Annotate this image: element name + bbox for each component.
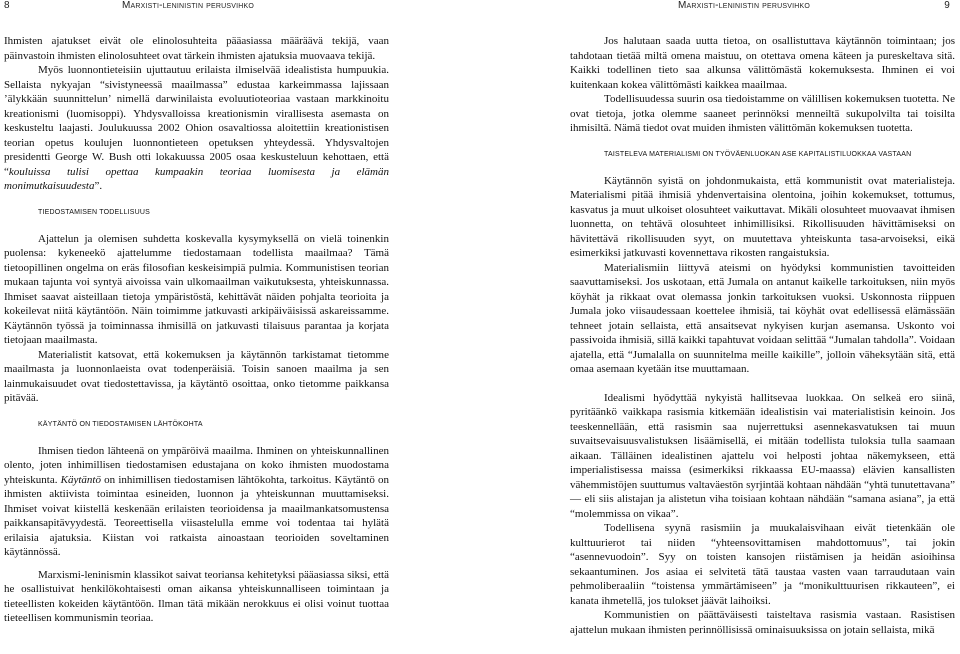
paragraph <box>4 63 389 194</box>
paragraph: Jos halutaan saada uutta tietoa, on osallistuttava käytännön toimintaan; jos tahdotaan tietää miltä omena maistuu, on otettava omena käteen ja pureskeltava sitä. Kaikki todellinen tieto saa alkunsa välittömästä kokemuksesta. Ihminen ei voi kuitenkaan kokea välittömästi kaikkea maailmaa. <box>570 35 955 91</box>
right-page-column <box>570 34 955 637</box>
paragraph-text: on inhimillisen tiedostamisen lähtökohta, tarkoitus. Käytäntö on ihmisten aktiivista toimintaa esineiden, luonnon ja yhteiskunnan muuttamiseksi. Ihmiset voivat kiistellä keskenään erilaisten teorioidensa ja maailmankatsomustensa paikkansapitävyydestä. Teoreettisella viisastelulla emme voi todentaa tai hylätä erilaisia ajatuksia. Kiistan voi ratkaista ainoastaan teorioiden soveltaminen käytännössä. <box>4 473 389 558</box>
section-heading: TAISTELEVA MATERIALISMI ON TYÖVÄENLUOKAN ASE KAPITALISTILUOKKAA VASTAAN <box>604 150 912 158</box>
paragraph: Materialismiin liittyvä ateismi on hyödyksi kommunistien tavoitteiden saavuttamiseksi. Jos uskotaan, että Jumala on antanut kaikelle tarkoituksen, niin myös köyhät ja rikkaat ovat olemassa jonkin tarkoituksen vuoksi. Uskonnosta riippuen Jumala joko viisaudessaan koettelee ihmisiä, tai köyhät ovat edellisessä elämässään tehneet jotain sellaista, että ansaitsevat nykyisen kurjan asemansa. Uskonto voi passivoida ihmisiä, sillä kaikki tapahtuvat voidaan selittää “Jumalan tahdolla”. Voidaan ajatella, että “Jumalalla on suunnitelma meille kaikille”, jolloin väheksytään sitä, että omaa asemaan kyetään itse muuttamaan. <box>570 261 955 375</box>
paragraph-text: Ihmisen tiedon lähteenä on ympäröivä maailma. Ihminen on yhteiskunnallinen olento, joten inhimillisen tiedostamisen edustajana on koko ihmisten muodostama yhteiskunta. <box>4 444 389 486</box>
running-header-right <box>570 0 956 14</box>
left-page-column <box>4 34 389 626</box>
paragraph: Todellisena syynä rasismiin ja muukalaisvihaan eivät tietenkään ole kulttuurierot tai niiden “yhteensovittamisen mahdottomuus”, tai jokin “asennevuodoin”. Syy on toisten kansojen riistämisen ja heidän asioihinsa sekaantuminen. Jos asiaa ei selvitetä tätä taustaa vasten vaan tarraudutaan vain pehmoliberaaliin “toistensa ymmärtämiseen” ja “monikulttuurisen rikkauteen”, ei kanata ihmetellä, jos tulokset jäävät laihoiksi. <box>570 522 955 607</box>
quote-emphasis: kouluissa tulisi opettaa kumpaakin teoriaa luomisesta ja elämän monimutkaisuudesta <box>4 165 389 192</box>
section-heading: TIEDOSTAMISEN TODELLISUUS <box>38 208 150 216</box>
paragraph: Marxismi-leninismin klassikot saivat teoriansa kehitetyksi pääasiassa siksi, että he osallistuivat henkilökohtaisesti oman aikansa yhteiskunnalliseen toimintaan ja tieteellisten kokeiden käytäntöön. Ilman tätä mikään nerokkuus ei olisi voinut tuottaa tieteellisen kommunismin teoriaa. <box>4 568 389 624</box>
paragraph: Ajattelun ja olemisen suhdetta koskevalla kysymyksellä on vielä toinenkin puolensa: kykeneekö ajattelumme tiedostamaan todellista maailmaa? Tämä tietoopillinen ongelma on eräs filosofian keskeisimpiä pulmia. Kommunistisen teorian mukaan tajunta voi syntyä aivoissa vain ulkomaailman vaikutuksesta, yhteiskunnassa. Ihmiset saavat aisteillaan tietoja ympäristöstä, kehittävät näiden pohjalta teorioita ja kokeilevat niitä käytäntöön. Näin toimimme jatkuvasti arkipäiväisissä askareissamme. Käytännön työssä ja toiminnassa ihmisillä on jatkuvasti tilaisuus parantaa ja korjata tietojaan maailmasta. <box>4 232 389 346</box>
page-number-left: 8 <box>4 0 10 11</box>
paragraph-text: Myös luonnontieteisiin ujuttautuu erilaista ilmiselvää idealistista humpuukia. Sellaista nykyajan “sivistyneessä maailmassa” edustaa karkeimmassa lajissaan ’älykkään suunnittelun’ nimellä darwinilaista evoluutioteoriaa vastaan markkinoitu kreationismi (luomisoppi). Yhdysvalloissa kreationismin virallisesta asemasta on keskusteltu laajasti. Joulukuussa 2002 Ohion osavaltiossa aloitettiin kreationistisen teorian opetus koulujen luonnontieteen opetuksen yhteydessä. Yhdysvaltojen presidentti George W. Bush otti lokakuussa 2005 osaa keskusteluun kehottaen, että “ <box>4 64 389 178</box>
paragraph: Ihmisten ajatukset eivät ole elinolosuhteita pääasiassa määräävä tekijä, vaan päinvastoin ihmisten elinolosuhteet ovat tärkein ihmisten ajatuksia muovaava tekijä. <box>4 35 389 62</box>
paragraph: Materialistit katsovat, että kokemuksen ja käytännön tarkistamat tietomme maailmasta ja luonnonlaeista ovat todenperäisiä. Toisin sanoen maailma ja sen lainmukaisuudet ovat tiedostettavissa, ja käytäntö osoittaa, onko tietomme paikkansa pitävää. <box>4 348 389 404</box>
running-header-left <box>4 0 384 14</box>
running-title-left: Marxisti-leninistin perusvihko <box>122 0 255 11</box>
paragraph: Idealismi hyödyttää nykyistä hallitsevaa luokkaa. On selkeä ero siinä, pyritäänkö vaikkapa rasismia kitkemään idealistisin vai materialistisin keinoin. Jos teeskennellään, että rasismin saa nujerrettuksi asennekasvatuksen tai muun suvaitsevaisuusvalistuksen lisäämisellä, ei mitään todellista tuloksia tulla saamaan aikaan. Tälläinen idealistinen ajattelu voi helposti johtaa näkemykseen, että imperialistisessa maissa (esimerkiksi rikkaassa EU-maassa) elävien kansallisten vähemmistöjen suuttumus valtaväestön syrjintää kohtaan nähdään “yhtä tunutettavana” — eli siis alistajan ja alistetun viha toisiaan kohtaan nähdään “samana asiana”, ja että “molemmissa on vikaa”. <box>570 391 955 520</box>
paragraph: Todellisuudessa suurin osa tiedoistamme on välillisen kokemuksen tuotetta. Ne ovat tietoja, jotka olemme saaneet perinnöksi menneiltä sukupolvilta tai toisilta ihmisiltä. Nämä tiedot ovat muiden ihmisten välittömän kokemuksen tuotetta. <box>570 93 955 134</box>
paragraph-text: ”. <box>94 180 103 192</box>
page-number-right: 9 <box>944 0 950 11</box>
paragraph <box>4 444 389 560</box>
paragraph: Käytännön syistä on johdonmukaista, että kommunistit ovat materialisteja. Materialismi pitää ihmisiä yhdenvertaisina olentoina, joihin kokemukset, tottumus, kasvatus ja muut ulkoiset olosuhteet vaikuttavat. Mikäli olosuhteet muovaavat ihmisen luonnetta, on tehtävä olosuhteet inhimillisiksi. Rikollisuuden hävittämiseksi on hävitettävä rikollisuuden syyt, on muutettava yhteiskunta tasa-arvoiseksi, eikä esimerkiksi jatkuvasti kovennettava rikosten rangaistuksia. <box>570 174 955 259</box>
running-title-right: Marxisti-leninistin perusvihko <box>678 0 811 11</box>
emphasis: Käytäntö <box>60 473 101 486</box>
section-heading: KÄYTÄNTÖ ON TIEDOSTAMISEN LÄHTÖKOHTA <box>38 420 203 428</box>
paragraph: Kommunistien on päättäväisesti taisteltava rasismia vastaan. Rasistisen ajattelun mukaan ihmisten perinnöllisissä ominaisuuksissa on jotain sellaista, mikä <box>570 609 955 636</box>
